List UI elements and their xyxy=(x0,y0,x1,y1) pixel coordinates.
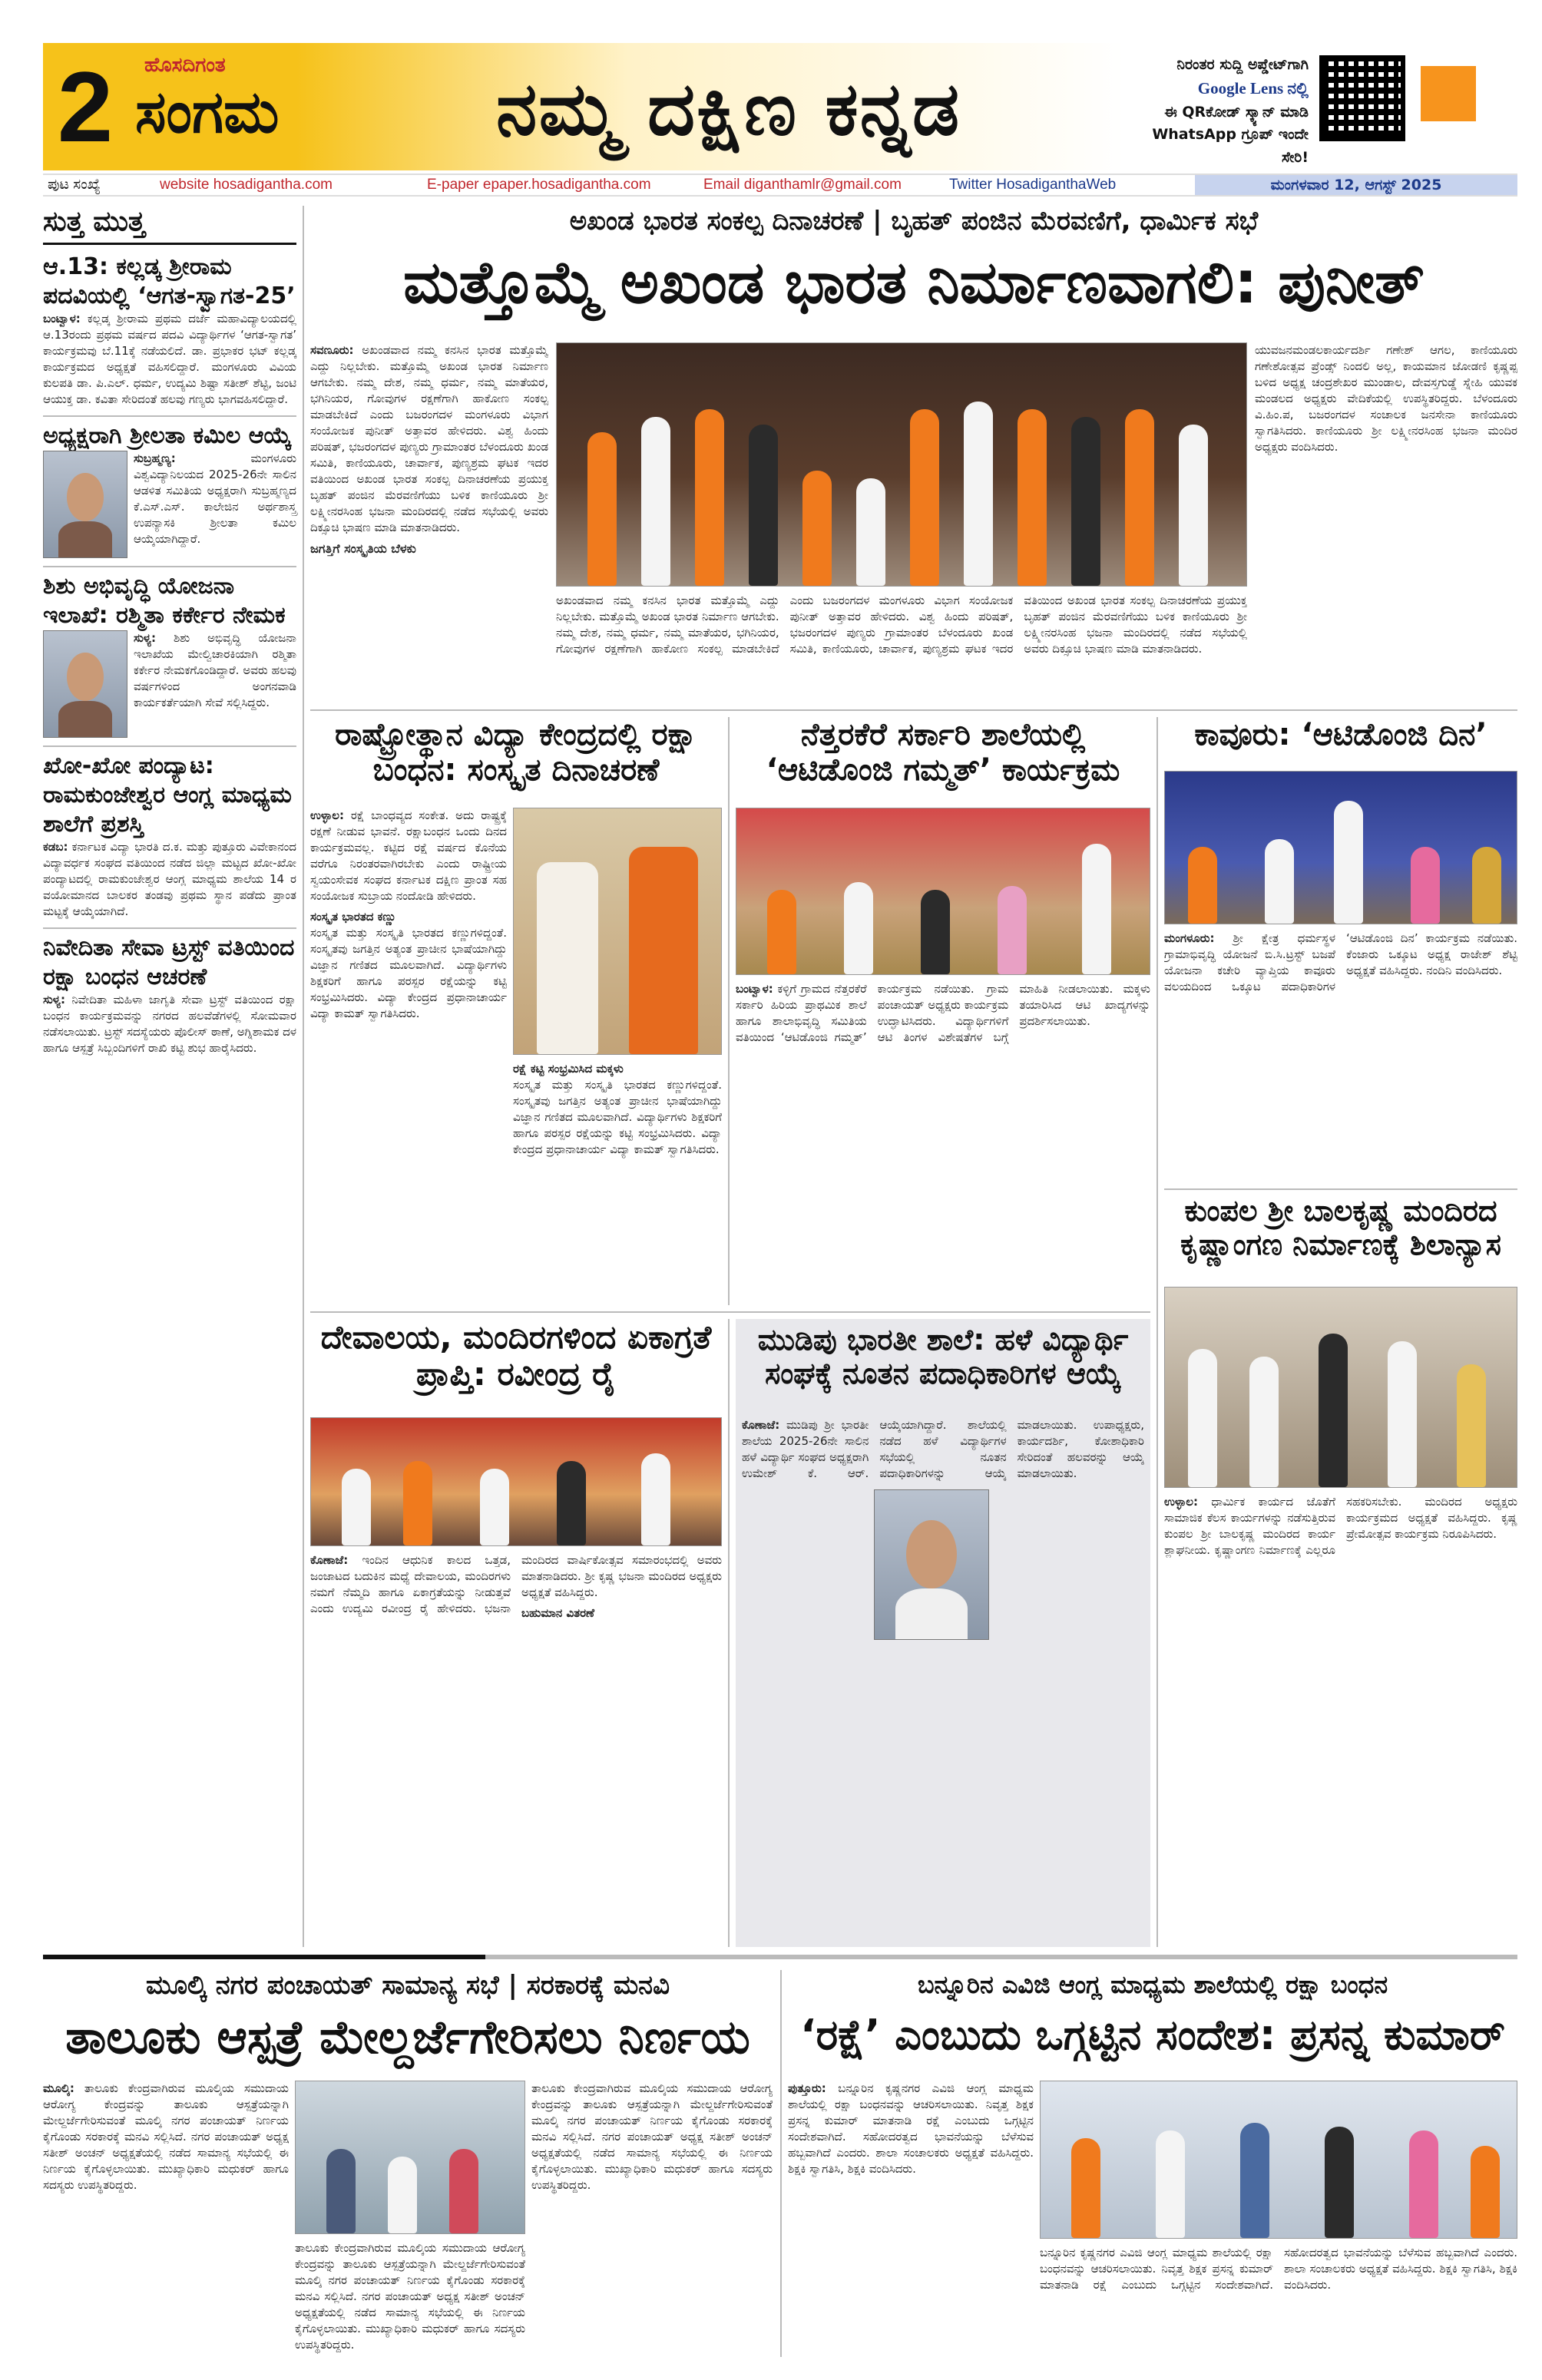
dateline: ಕೊಣಾಜೆ: xyxy=(310,1553,349,1567)
dateline: ಸವಣೂರು: xyxy=(310,343,354,357)
story-body: ಬನ್ನೂರಿನ ಕೃಷ್ಣನಗರ ಎವಿಜಿ ಆಂಗ್ಲ ಮಾಧ್ಯಮ ಶಾಲೆಯಲ್ಲಿ ರಕ್ಷಾ ಬಂಧನವನ್ನು ಆಚರಿಸಲಾಯಿತು. ನಿವೃತ್ತ ಶಿಕ್ಷಕ ಪ್ರಸನ್ನ ಕುಮಾರ್ ಮಾತನಾಡಿ ರಕ್ಷೆ ಎಂಬುದು ಒಗ್ಗಟ್ಟಿನ ಸಂದೇಶವಾಗಿದೆ. ಸಹೋದರತ್ವದ ಭಾವನೆಯನ್ನು ಬೆಳೆಸುವ ಹಬ್ಬವಾಗಿದೆ ಎಂದರು. ಶಾಲಾ ಸಂಚಾಲಕರು ಅಧ್ಯಕ್ಷತೆ ವಹಿಸಿದ್ದರು. ಶಿಕ್ಷಕಿ ಸ್ವಾಗತಿಸಿ, ಶಿಕ್ಷಕಿ ವಂದಿಸಿದರು. xyxy=(788,2081,1034,2176)
story-body: ಶ್ರೀ ಕ್ಷೇತ್ರ ಧರ್ಮಸ್ಥಳ ಗ್ರಾಮಾಭಿವೃದ್ಧಿ ಯೋಜನೆ ಬಿ.ಸಿ.ಟ್ರಸ್ಟ್ ಬಜಪೆ ಯೋಜನಾ ಕಚೇರಿ ವ್ಯಾಪ್ತಿಯ ಕಾವೂರು ವಲಯದಿಂದ ಒಕ್ಕೂಟ ಪದಾಧಿಕಾರಿಗಳ ‘ಆಟಿಡೊಂಜಿ ದಿನ’ ಕಾರ್ಯಕ್ರಮ ನಡೆಯಿತು. ಕೆಂಜಾರು ಒಕ್ಕೂಟ ಅಧ್ಯಕ್ಷ ರಾಜೇಶ್ ಶೆಟ್ಟಿ ಅಧ್ಯಕ್ಷತೆ ವಹಿಸಿದ್ದರು. ನಂದಿನಿ ವಂದಿಸಿದರು. xyxy=(1164,931,1517,993)
story-body: ತಾಲೂಕು ಕೇಂದ್ರವಾಗಿರುವ ಮೂಲ್ಕಿಯ ಸಮುದಾಯ ಆರೋಗ್ಯ ಕೇಂದ್ರವನ್ನು ತಾಲೂಕು ಆಸ್ಪತ್ರೆಯನ್ನಾಗಿ ಮೇಲ್ದರ್ಜೆಗೇರಿಸುವಂತೆ ಮೂಲ್ಕಿ ನಗರ ಪಂಚಾಯತ್ ನಿರ್ಣಯ ಕೈಗೊಂಡು ಸರಕಾರಕ್ಕೆ ಮನವಿ ಸಲ್ಲಿಸಿದೆ. ನಗರ ಪಂಚಾಯತ್ ಅಧ್ಯಕ್ಷ ಸತೀಶ್ ಅಂಚನ್ ಅಧ್ಯಕ್ಷತೆಯಲ್ಲಿ ನಡೆದ ಸಾಮಾನ್ಯ ಸಭೆಯಲ್ಲಿ ಈ ನಿರ್ಣಯ ಕೈಗೊಳ್ಳಲಾಯಿತು. ಮುಖ್ಯಾಧಿಕಾರಿ ಮಧುಕರ್ ಹಾಗೂ ಸದಸ್ಯರು ಉಪಸ್ಥಿತರಿದ್ದರು. xyxy=(43,2081,289,2192)
dateline: ಬಂಟ್ವಾಳ: xyxy=(43,312,81,326)
story-9-photo xyxy=(1040,2081,1517,2239)
dateline: ಉಳ್ಳಾಲ: xyxy=(1164,1495,1198,1509)
sidebar-body: ಮಂಗಳೂರು ವಿಶ್ವವಿದ್ಯಾನಿಲಯದ 2025-26ನೇ ಸಾಲಿನ ಆಡಳಿತ ಸಮಿತಿಯ ಅಧ್ಯಕ್ಷರಾಗಿ ಸುಬ್ರಹ್ಮಣ್ಯದ ಕೆ.ಎಸ್.ಎಸ್. ಕಾಲೇಜಿನ ಅರ್ಥಶಾಸ್ತ್ರ ಉಪನ್ಯಾಸಕಿ ಶ್ರೀಲತಾ ಕಮಿಲ ಆಯ್ಕೆಯಾಗಿದ್ದಾರೆ. xyxy=(134,451,296,546)
story-2-body-b xyxy=(513,1061,722,1305)
sidebar-item xyxy=(43,572,296,738)
dateline: ಬಂಟ್ವಾಳ: xyxy=(736,982,773,996)
dateline: ಸುಬ್ರಹ್ಮಣ್ಯ: xyxy=(134,451,176,465)
page-number: 2 xyxy=(43,43,127,170)
sidebar-headline: ಖೋ-ಖೋ ಪಂದ್ಯಾಟ: ರಾಮಕುಂಜೇಶ್ವರ ಆಂಗ್ಲ ಮಾಧ್ಯಮ ಶಾಲೆಗೆ ಪ್ರಶಸ್ತಿ xyxy=(43,752,292,838)
story-4-headline-box xyxy=(1164,717,1517,763)
sidebar-item xyxy=(43,253,296,408)
brand-top: ಹೊಸದಿಗಂತ xyxy=(144,54,226,77)
dateline: ಸುಳ್ಯ: xyxy=(134,631,156,645)
lead-body-text: ಅಖಂಡವಾದ ನಮ್ಮ ಕನಸಿನ ಭಾರತ ಮತ್ತೊಮ್ಮೆ ಎದ್ದು ನಿಲ್ಲಬೇಕು. ಮತ್ತೊಮ್ಮೆ ಅಖಂಡ ಭಾರತ ನಿರ್ಮಾಣ ಆಗಬೇಕು. ನಮ್ಮ ದೇಶ, ನಮ್ಮ ಧರ್ಮ, ನಮ್ಮ ಮಾತೆಯರ, ಭಗಿನಿಯರ, ಗೋವುಗಳ ರಕ್ಷಣೆಗಾಗಿ ಹಾಕೋಣ ಸಂಕಲ್ಪ ಮಾಡಬೇಕಿದೆ ಎಂದು ಬಜರಂಗದಳ ಮಂಗಳೂರು ವಿಭಾಗ ಸಂಯೋಜಕ ಪುನೀತ್ ಅತ್ತಾವರ ಹೇಳಿದರು. ವಿಶ್ವ ಹಿಂದು ಪರಿಷತ್, ಭಜರಂಗದಳ ಪುಣ್ಯರು ಗ್ರಾಮಾಂತರ ಬೆಳಂದೂರು ಖಂಡ ಸಮಿತಿ, ಕಾಣಿಯೂರು, ಚಾರ್ವಾಕ, ಪುಣ್ಯಶ್ರಮ ಘಟಕ ಇದರ ವತಿಯಿಂದ ಅಖಂಡ ಭಾರತ ಸಂಕಲ್ಪ ದಿನಾಚರಣೆಯ ಪ್ರಯುಕ್ತ ಬೃಹತ್ ಪಂಜಿನ ಮೆರವಣಿಗೆಯು ಬಳಿಕ ಕಾಣಿಯೂರು ಶ್ರೀ ಲಕ್ಷ್ಮೀನರಸಿಂಹ ಭಜನಾ ಮಂದಿರದಲ್ಲಿ ನಡೆದ ಸಭೆಯಲ್ಲಿ ಅವರು ದಿಕ್ಸೂಚಿ ಭಾಷಣ ಮಾಡಿ ಮಾತನಾಡಿದರು. xyxy=(310,343,548,534)
sidebar-headline: ಶಿಶು ಅಭಿವೃದ್ಧಿ ಯೋಜನಾ ಇಲಾಖೆ: ರಶ್ಮಿತಾ ಕರ್ಕೇರ ನೇಮಕ xyxy=(43,573,286,629)
story-5-body xyxy=(1164,1494,1517,1947)
story-3-photo xyxy=(736,808,1150,975)
lead-headline-box xyxy=(310,249,1517,333)
dateline: ಸುಳ್ಯ: xyxy=(43,993,65,1007)
lead-headline: ಮತ್ತೊಮ್ಮೆ ಅಖಂಡ ಭಾರತ ನಿರ್ಮಾಣವಾಗಲಿ: ಪುನೀತ್ xyxy=(403,248,1425,316)
sidebar-item xyxy=(43,421,296,558)
story-2-photo xyxy=(513,808,722,1055)
story-3-body xyxy=(736,981,1150,1305)
story-8-kicker-box xyxy=(43,1970,773,2008)
story-9-kicker: ಬನ್ನೂರಿನ ಎವಿಜಿ ಆಂಗ್ಲ ಮಾಧ್ಯಮ ಶಾಲೆಯಲ್ಲಿ ರಕ್ಷಾ ಬಂಧನ xyxy=(917,1970,1388,1999)
story-9-headline: ‘ರಕ್ಷೆ’ ಎಂಬುದು ಒಗ್ಗಟ್ಟಿನ ಸಂದೇಶ: ಪ್ರಸನ್ನ ಕುಮಾರ್ xyxy=(800,2011,1505,2059)
lead-kicker xyxy=(310,206,1517,244)
brand-block xyxy=(127,43,296,170)
story-body: ರಕ್ಷೆ ಬಾಂಧವ್ಯದ ಸಂಕೇತ. ಅದು ರಾಷ್ಟ್ರಕ್ಕೆ ರಕ್ಷಣೆ ನೀಡುವ ಭಾವನೆ. ರಕ್ಷಾಬಂಧನ ಒಂದು ದಿನದ ಕಾರ್ಯಕ್ರಮವಲ್ಲ. ಕಟ್ಟಿದ ರಕ್ಷೆ ವರ್ಷದ ಕೊನೆಯ ವರೆಗೂ ನಿರಂತರವಾಗಿರಬೇಕು ಎಂದು ರಾಷ್ಟ್ರೀಯ ಸ್ವಯಂಸೇವಕ ಸಂಘದ ಕರ್ನಾಟಕ ದಕ್ಷಿಣ ಪ್ರಾಂತ ಸಹ ಸಂಯೋಜಕ ಸುಬ್ರಾಯ ನಂದೋಡಿ ಹೇಳಿದರು. xyxy=(310,808,507,903)
story-6-body xyxy=(310,1552,722,1947)
story-body: ಇಂದಿನ ಆಧುನಿಕ ಕಾಲದ ಒತ್ತಡ, ಜಂಜಾಟದ ಬದುಕಿನ ಮಧ್ಯೆ ದೇವಾಲಯ, ಮಂದಿರಗಳು ನಮಗೆ ನೆಮ್ಮದಿ ಹಾಗೂ ಏಕಾಗ್ರತೆಯನ್ನು ನೀಡುತ್ತವೆ ಎಂದು ಉದ್ಯಮಿ ರವೀಂದ್ರ ರೈ ಹೇಳಿದರು. ಭಜನಾ ಮಂದಿರದ ವಾರ್ಷಿಕೋತ್ಸವ ಸಮಾರಂಭದಲ್ಲಿ ಅವರು ಮಾತನಾಡಿದರು. ಶ್ರೀ ಕೃಷ್ಣ ಭಜನಾ ಮಂದಿರದ ಅಧ್ಯಕ್ಷರು ಅಧ್ಯಕ್ಷತೆ ವಹಿಸಿದ್ದರು. xyxy=(310,1553,722,1615)
story-5-headline: ಕುಂಪಲ ಶ್ರೀ ಬಾಲಕೃಷ್ಣ ಮಂದಿರದ ಕೃಷ್ಣಾಂಗಣ ನಿರ್ಮಾಣಕ್ಕೆ ಶಿಲಾನ್ಯಾಸ xyxy=(1180,1194,1501,1261)
promo-line-1: ನಿರಂತರ ಸುದ್ದಿ ಅಪ್ಡೇಟ್‌ಗಾಗಿ xyxy=(1176,56,1309,73)
story-9-body-b xyxy=(1040,2245,1517,2357)
edition-title: ನಮ್ಮ ದಕ್ಷಿಣ ಕನ್ನಡ xyxy=(496,66,961,152)
lead-body-right xyxy=(1255,342,1517,703)
email-link[interactable]: Email diganthamlr@gmail.com xyxy=(703,177,902,193)
sidebar-body: ಶಿಶು ಅಭಿವೃದ್ಧಿ ಯೋಜನಾ ಇಲಾಖೆಯ ಮೇಲ್ವಿಚಾರಕಿಯಾಗಿ ರಶ್ಮಿತಾ ಕರ್ಕೇರ ನೇಮಕಗೊಂಡಿದ್ದಾರೆ. ಅವರು ಹಲವು ವರ್ಷಗಳಿಂದ ಅಂಗನವಾಡಿ ಕಾರ್ಯಕರ್ತೆಯಾಗಿ ಸೇವೆ ಸಲ್ಲಿಸಿದ್ದರು. xyxy=(134,631,296,709)
qr-code-icon[interactable] xyxy=(1319,55,1405,141)
section-separator xyxy=(43,1955,1517,1959)
story-8-body-b xyxy=(295,2240,525,2357)
story-8-kicker: ಮೂಲ್ಕಿ ನಗರ ಪಂಚಾಯತ್ ಸಾಮಾನ್ಯ ಸಭೆ | ಸರಕಾರಕ್ಕೆ ಮನವಿ xyxy=(145,1970,670,2001)
story-8-headline-box xyxy=(43,2011,773,2073)
story-7-body xyxy=(742,1417,1144,1944)
sidebar-body: ನಿವೇದಿತಾ ಮಹಿಳಾ ಜಾಗೃತಿ ಸೇವಾ ಟ್ರಸ್ಟ್ ವತಿಯಿಂದ ರಕ್ಷಾ ಬಂಧನ ಕಾರ್ಯಕ್ರಮವನ್ನು ನಗರದ ಹಲವೆಡೆಗಳಲ್ಲಿ ಸೋಮವಾರ ನಡೆಸಲಾಯಿತು. ಟ್ರಸ್ಟ್ ಸದಸ್ಯೆಯರು ಪೊಲೀಸ್ ಠಾಣೆ, ಅಗ್ನಿಶಾಮಕ ದಳ ಹಾಗೂ ಆಸ್ಪತ್ರೆ ಸಿಬ್ಬಂದಿಗಳಿಗೆ ರಾಖಿ ಕಟ್ಟಿ ಶುಭ ಹಾರೈಸಿದರು. xyxy=(43,993,296,1055)
epaper-link[interactable]: E-paper epaper.hosadigantha.com xyxy=(427,177,651,193)
sidebar-headline: ನಿವೇದಿತಾ ಸೇವಾ ಟ್ರಸ್ಟ್ ವತಿಯಿಂದ ರಕ್ಷಾ ಬಂಧನ ಆಚರಣೆ xyxy=(43,934,295,990)
dateline: ಕಡಬ: xyxy=(43,840,68,854)
story-body: ಬನ್ನೂರಿನ ಕೃಷ್ಣನಗರ ಎವಿಜಿ ಆಂಗ್ಲ ಮಾಧ್ಯಮ ಶಾಲೆಯಲ್ಲಿ ರಕ್ಷಾ ಬಂಧನವನ್ನು ಆಚರಿಸಲಾಯಿತು. ನಿವೃತ್ತ ಶಿಕ್ಷಕ ಪ್ರಸನ್ನ ಕುಮಾರ್ ಮಾತನಾಡಿ ರಕ್ಷೆ ಎಂಬುದು ಒಗ್ಗಟ್ಟಿನ ಸಂದೇಶವಾಗಿದೆ. ಸಹೋದರತ್ವದ ಭಾವನೆಯನ್ನು ಬೆಳೆಸುವ ಹಬ್ಬವಾಗಿದೆ ಎಂದರು. ಶಾಲಾ ಸಂಚಾಲಕರು ಅಧ್ಯಕ್ಷತೆ ವಹಿಸಿದ್ದರು. ಶಿಕ್ಷಕಿ ಸ್ವಾಗತಿಸಿ, ಶಿಕ್ಷಕಿ ವಂದಿಸಿದರು. xyxy=(1040,2246,1517,2292)
lead-body-text: ಅಖಂಡವಾದ ನಮ್ಮ ಕನಸಿನ ಭಾರತ ಮತ್ತೊಮ್ಮೆ ಎದ್ದು ನಿಲ್ಲಬೇಕು. ಮತ್ತೊಮ್ಮೆ ಅಖಂಡ ಭಾರತ ನಿರ್ಮಾಣ ಆಗಬೇಕು. ನಮ್ಮ ದೇಶ, ನಮ್ಮ ಧರ್ಮ, ನಮ್ಮ ಮಾತೆಯರ, ಭಗಿನಿಯರ, ಗೋವುಗಳ ರಕ್ಷಣೆಗಾಗಿ ಹಾಕೋಣ ಸಂಕಲ್ಪ ಮಾಡಬೇಕಿದೆ ಎಂದು ಬಜರಂಗದಳ ಮಂಗಳೂರು ವಿಭಾಗ ಸಂಯೋಜಕ ಪುನೀತ್ ಅತ್ತಾವರ ಹೇಳಿದರು. ವಿಶ್ವ ಹಿಂದು ಪರಿಷತ್, ಭಜರಂಗದಳ ಪುಣ್ಯರು ಗ್ರಾಮಾಂತರ ಬೆಳಂದೂರು ಖಂಡ ಸಮಿತಿ, ಕಾಣಿಯೂರು, ಚಾರ್ವಾಕ, ಪುಣ್ಯಶ್ರಮ ಘಟಕ ಇದರ ವತಿಯಿಂದ ಅಖಂಡ ಭಾರತ ಸಂಕಲ್ಪ ದಿನಾಚರಣೆಯ ಪ್ರಯುಕ್ತ ಬೃಹತ್ ಪಂಜಿನ ಮೆರವಣಿಗೆಯು ಬಳಿಕ ಕಾಣಿಯೂರು ಶ್ರೀ ಲಕ್ಷ್ಮೀನರಸಿಂಹ ಭಜನಾ ಮಂದಿರದಲ್ಲಿ ನಡೆದ ಸಭೆಯಲ್ಲಿ ಅವರು ದಿಕ್ಸೂಚಿ ಭಾಷಣ ಮಾಡಿ ಮಾತನಾಡಿದರು. xyxy=(556,593,1247,656)
story-9-body xyxy=(788,2081,1034,2357)
story-body: ಕಳ್ಳಿಗೆ ಗ್ರಾಮದ ನೆತ್ತರಕೆರೆ ಸರ್ಕಾರಿ ಹಿರಿಯ ಪ್ರಾಥಮಿಕ ಶಾಲೆ ಹಾಗೂ ಶಾಲಾಭಿವೃದ್ಧಿ ಸಮಿತಿಯ ವತಿಯಿಂದ ‘ಆಟಿಡೊಂಜಿ ಗಮ್ಮತ್’ ಕಾರ್ಯಕ್ರಮ ನಡೆಯಿತು. ಗ್ರಾಮ ಪಂಚಾಯತ್ ಅಧ್ಯಕ್ಷರು ಕಾರ್ಯಕ್ರಮ ಉದ್ಘಾಟಿಸಿದರು. ವಿದ್ಯಾರ್ಥಿಗಳಿಗೆ ಆಟಿ ತಿಂಗಳ ವಿಶೇಷತೆಗಳ ಬಗ್ಗೆ ಮಾಹಿತಿ ನೀಡಲಾಯಿತು. ಮಕ್ಕಳು ತಯಾರಿಸಿದ ಆಟಿ ಖಾದ್ಯಗಳನ್ನು ಪ್ರದರ್ಶಿಸಲಾಯಿತು. xyxy=(736,982,1150,1044)
website-link[interactable]: website hosadigantha.com xyxy=(160,177,333,193)
story-8-body-c xyxy=(531,2081,773,2357)
issue-date: ಮಂಗಳವಾರ 12, ಆಗಸ್ಟ್ 2025 xyxy=(1195,175,1517,195)
story-body: ಧಾರ್ಮಿಕ ಕಾರ್ಯದ ಜೊತೆಗೆ ಸಾಮಾಜಿಕ ಕೆಲಸ ಕಾರ್ಯಗಳನ್ನು ನಡೆಸುತ್ತಿರುವ ಕುಂಪಲ ಶ್ರೀ ಬಾಲಕೃಷ್ಣ ಮಂದಿರದ ಕಾರ್ಯ ಶ್ಲಾಘನೀಯ. ಕೃಷ್ಣಾಂಗಣ ನಿರ್ಮಾಣಕ್ಕೆ ಎಲ್ಲರೂ ಸಹಕರಿಸಬೇಕು. ಮಂದಿರದ ಅಧ್ಯಕ್ಷರು ಕಾರ್ಯಕ್ರಮದ ಅಧ್ಯಕ್ಷತೆ ವಹಿಸಿದ್ದರು. ಕೃಷ್ಣ ಪ್ರೇಮೋತ್ಸವ ಕಾರ್ಯಕ್ರಮ ನಿರೂಪಿಸಿದರು. xyxy=(1164,1495,1517,1557)
sidebar-item xyxy=(43,752,296,920)
dateline: ಪುತ್ತೂರು: xyxy=(788,2081,826,2095)
lead-body-left xyxy=(310,342,548,703)
sidebar-item xyxy=(43,934,296,1056)
promo-line-2: Google Lens ನಲ್ಲಿ xyxy=(1197,79,1309,98)
story-7-headline: ಮುಡಿಪು ಭಾರತೀ ಶಾಲೆ: ಹಳೆ ವಿದ್ಯಾರ್ಥಿ ಸಂಘಕ್ಕೆ ನೂತನ ಪದಾಧಿಕಾರಿಗಳ ಆಯ್ಕೆ xyxy=(757,1323,1129,1390)
lead-photo xyxy=(556,342,1247,587)
qr-promo xyxy=(1124,54,1309,169)
portrait-photo xyxy=(43,630,127,738)
story-3-headline: ನೆತ್ತರಕೆರೆ ಸರ್ಕಾರಿ ಶಾಲೆಯಲ್ಲಿ ‘ಆಟಿಡೊಂಜಿ ಗಮ್ಮತ್’ ಕಾರ್ಯಕ್ರಮ xyxy=(766,717,1120,788)
sidebar-body: ಕಲ್ಲಡ್ಕ ಶ್ರೀರಾಮ ಪ್ರಥಮ ದರ್ಜೆ ಮಹಾವಿದ್ಯಾಲಯದಲ್ಲಿ ಆ.13ರಂದು ಪ್ರಥಮ ವರ್ಷದ ಪದವಿ ವಿದ್ಯಾರ್ಥಿಗಳ ‘ಆಗತ-ಸ್ವಾಗತ’ ಕಾರ್ಯಕ್ರಮವು ಬೆ.11ಕ್ಕೆ ನಡೆಯಲಿದೆ. ಡಾ. ಪ್ರಭಾಕರ ಭಟ್ ಕಲ್ಲಡ್ಕ ಕಾರ್ಯಕ್ರಮದ ಅಧ್ಯಕ್ಷತೆ ವಹಿಸಲಿದ್ದಾರೆ. ಮಂಗಳೂರು ವಿವಿಯ ಕುಲಪತಿ ಡಾ. ಪಿ.ಎಲ್. ಧರ್ಮ, ಉದ್ಯಮಿ ಶಿಷ್ಟಾ ಸತೀಶ್ ಶೆಟ್ಟಿ, ಜಂಟಿ ಆಯುಕ್ತ ಡಾ. ಕವಿತಾ ಸೇರಿದಂತೆ ಹಲವು ಗಣ್ಯರು ಭಾಗವಹಿಸಲಿದ್ದಾರೆ. xyxy=(43,312,296,406)
story-6-headline-box xyxy=(310,1319,722,1411)
sidebar-section-title: ಸುತ್ತ ಮುತ್ತ xyxy=(43,206,296,245)
lead-body-text: ಯುವಜನಮಂಡಲಕಾರ್ಯದರ್ಶಿ ಗಣೇಶ್ ಆಗಲ, ಕಾಣಿಯೂರು ಗಣೇಶೋತ್ಸವ ಪ್ರೆಂಡ್ಸ್ ನಿಂದಲಿ ಅಲ್ಲ, ಕಾಯಮಾನ ಜೋಡಣಿ ಕೃಷ್ಣಪ್ಪ ಬಳಿದ ಅಧ್ಯಕ್ಷ ಚಂದ್ರಶೇಖರ ಮುಂಡಾಲ, ದೇವಸ್ತಗುಡ್ಡೆ ಸ್ನೇಹಿ ಯುವಕ ಮಂಡಲದ ಅಧ್ಯಕ್ಷರು ವೇದಿಕೆಯಲ್ಲಿ ಉಪಸ್ಥಿತರಿದ್ದರು. ಬೆಳಂದೂರು ವಿ.ಹಿಂ.ಪ, ಬಜರಂಗದಳ ಸಂಚಾಲಕ ಜನಸೇನಾ ಕಾಣಿಯೂರು ಸ್ವಾಗತಿಸಿದರು. ಕಾಣಿಯೂರು ಶ್ರೀ ಲಕ್ಷ್ಮೀನರಸಿಂಹ ಭಜನಾ ಮಂದಿರ ಅಧ್ಯಕ್ಷರು ವಂದಿಸಿದರು. xyxy=(1255,343,1517,454)
sidebar-headline: ಆ.13: ಕಲ್ಲಡ್ಕ ಶ್ರೀರಾಮ ಪದವಿಯಲ್ಲಿ ‘ಆಗತ-ಸ್ವಾಗತ-25’ xyxy=(43,253,296,309)
story-4-body xyxy=(1164,931,1517,1184)
story-6-headline: ದೇವಾಲಯ, ಮಂದಿರಗಳಿಂದ ಏಕಾಗ್ರತೆ ಪ್ರಾಪ್ತಿ: ರವೀಂದ್ರ ರೈ xyxy=(320,1318,712,1393)
story-body: ಸಂಸ್ಕೃತ ಮತ್ತು ಸಂಸ್ಕೃತಿ ಭಾರತದ ಕಣ್ಣುಗಳಿದ್ದಂತೆ. ಸಂಸ್ಕೃತವು ಜಗತ್ತಿನ ಅತ್ಯಂತ ಪ್ರಾಚೀನ ಭಾಷೆಯಾಗಿದ್ದು ವಿಜ್ಞಾನ ಗಣಿತದ ಮೂಲವಾಗಿದೆ. ವಿದ್ಯಾರ್ಥಿಗಳು ಶಿಕ್ಷಕರಿಗೆ ಹಾಗೂ ಪರಸ್ಪರ ರಕ್ಷೆಯನ್ನು ಕಟ್ಟಿ ಸಂಭ್ರಮಿಸಿದರು. ವಿದ್ಯಾ ಕೇಂದ್ರದ ಪ್ರಧಾನಾಚಾರ್ಯ ವಿದ್ಯಾ ಕಾಮತ್ ಸ್ವಾಗತಿಸಿದರು. xyxy=(310,926,507,1020)
dateline: ಉಳ್ಳಾಲ: xyxy=(310,808,344,822)
story-body: ಮುಡಿಪು ಶ್ರೀ ಭಾರತೀ ಶಾಲೆಯ 2025-26ನೇ ಸಾಲಿನ ಹಳೆ ವಿದ್ಯಾರ್ಥಿ ಸಂಘದ ಅಧ್ಯಕ್ಷರಾಗಿ ಉಮೇಶ್ ಕೆ. ಆರ್. ಆಯ್ಕೆಯಾಗಿದ್ದಾರೆ. ಶಾಲೆಯಲ್ಲಿ ನಡೆದ ಹಳೆ ವಿದ್ಯಾರ್ಥಿಗಳ ಸಭೆಯಲ್ಲಿ ನೂತನ ಪದಾಧಿಕಾರಿಗಳನ್ನು ಆಯ್ಕೆ ಮಾಡಲಾಯಿತು. ಉಪಾಧ್ಯಕ್ಷರು, ಕಾರ್ಯದರ್ಶಿ, ಕೋಶಾಧಿಕಾರಿ ಸೇರಿದಂತೆ ಹಲವರನ್ನು ಆಯ್ಕೆ ಮಾಡಲಾಯಿತು. xyxy=(742,1418,1144,1480)
story-2-headline-box xyxy=(310,717,722,802)
story-9-kicker-box xyxy=(788,1970,1517,2008)
promo-line-4: WhatsApp ಗ್ರೂಪ್ ಇಂದೇ ಸೇರಿ! xyxy=(1152,126,1309,166)
story-subhead: ಸಂಸ್ಕೃತ ಭಾರತದ ಕಣ್ಣು xyxy=(310,910,396,924)
lead-body-bottom xyxy=(556,593,1247,703)
story-subhead: ಬಹುಮಾನ ವಿತರಣೆ xyxy=(521,1606,594,1620)
story-body: ತಾಲೂಕು ಕೇಂದ್ರವಾಗಿರುವ ಮೂಲ್ಕಿಯ ಸಮುದಾಯ ಆರೋಗ್ಯ ಕೇಂದ್ರವನ್ನು ತಾಲೂಕು ಆಸ್ಪತ್ರೆಯನ್ನಾಗಿ ಮೇಲ್ದರ್ಜೆಗೇರಿಸುವಂತೆ ಮೂಲ್ಕಿ ನಗರ ಪಂಚಾಯತ್ ನಿರ್ಣಯ ಕೈಗೊಂಡು ಸರಕಾರಕ್ಕೆ ಮನವಿ ಸಲ್ಲಿಸಿದೆ. ನಗರ ಪಂಚಾಯತ್ ಅಧ್ಯಕ್ಷ ಸತೀಶ್ ಅಂಚನ್ ಅಧ್ಯಕ್ಷತೆಯಲ್ಲಿ ನಡೆದ ಸಾಮಾನ್ಯ ಸಭೆಯಲ್ಲಿ ಈ ನಿರ್ಣಯ ಕೈಗೊಳ್ಳಲಾಯಿತು. ಮುಖ್ಯಾಧಿಕಾರಿ ಮಧುಕರ್ ಹಾಗೂ ಸದಸ್ಯರು ಉಪಸ್ಥಿತರಿದ್ದರು. xyxy=(531,2081,773,2192)
portrait-photo xyxy=(43,451,127,558)
sidebar-headline: ಅಧ್ಯಕ್ಷರಾಗಿ ಶ್ರೀಲತಾ ಕಮಿಲ ಆಯ್ಕೆ xyxy=(43,422,292,449)
dateline: ಮಂಗಳೂರು: xyxy=(1164,931,1215,945)
story-7-headline-box xyxy=(742,1324,1144,1408)
edition-band xyxy=(296,43,1124,170)
page-label: ಪುಟ ಸಂಖ್ಯೆ xyxy=(48,177,101,193)
story-8-photo xyxy=(295,2081,525,2234)
story-8-body xyxy=(43,2081,289,2357)
story-subhead: ರಕ್ಷೆ ಕಟ್ಟಿ ಸಂಭ್ರಮಿಸಿದ ಮಕ್ಕಳು xyxy=(513,1062,624,1076)
twitter-link[interactable]: Twitter HosadiganthaWeb xyxy=(949,177,1117,193)
story-8-headline: ತಾಲೂಕು ಆಸ್ಪತ್ರೆ ಮೇಲ್ದರ್ಜೆಗೇರಿಸಲು ನಿರ್ಣಯ xyxy=(65,2011,750,2064)
info-strip xyxy=(43,174,1517,197)
promo-line-3: ಈ QRಕೋಡ್ ಸ್ಕ್ಯಾನ್ ಮಾಡಿ xyxy=(1164,103,1309,121)
sidebar xyxy=(43,206,296,1947)
orange-square-icon xyxy=(1421,66,1476,121)
story-2-headline: ರಾಷ್ಟ್ರೋತ್ಥಾನ ವಿದ್ಯಾ ಕೇಂದ್ರದಲ್ಲಿ ರಕ್ಷಾ ಬಂಧನ: ಸಂಸ್ಕೃತ ದಿನಾಚರಣೆ xyxy=(335,717,697,788)
story-body: ತಾಲೂಕು ಕೇಂದ್ರವಾಗಿರುವ ಮೂಲ್ಕಿಯ ಸಮುದಾಯ ಆರೋಗ್ಯ ಕೇಂದ್ರವನ್ನು ತಾಲೂಕು ಆಸ್ಪತ್ರೆಯನ್ನಾಗಿ ಮೇಲ್ದರ್ಜೆಗೇರಿಸುವಂತೆ ಮೂಲ್ಕಿ ನಗರ ಪಂಚಾಯತ್ ನಿರ್ಣಯ ಕೈಗೊಂಡು ಸರಕಾರಕ್ಕೆ ಮನವಿ ಸಲ್ಲಿಸಿದೆ. ನಗರ ಪಂಚಾಯತ್ ಅಧ್ಯಕ್ಷ ಸತೀಶ್ ಅಂಚನ್ ಅಧ್ಯಕ್ಷತೆಯಲ್ಲಿ ನಡೆದ ಸಾಮಾನ್ಯ ಸಭೆಯಲ್ಲಿ ಈ ನಿರ್ಣಯ ಕೈಗೊಳ್ಳಲಾಯಿತು. ಮುಖ್ಯಾಧಿಕಾರಿ ಮಧುಕರ್ ಹಾಗೂ ಸದಸ್ಯರು ಉಪಸ್ಥಿತರಿದ್ದರು. xyxy=(295,2241,525,2352)
story-3-headline-box xyxy=(736,717,1150,802)
lead-subhead: ಜಗತ್ತಿಗೆ ಸಂಸ್ಕೃತಿಯ ಬೆಳಕು xyxy=(310,541,416,556)
brand-main: ಸಂಗಮ xyxy=(135,78,280,146)
dateline: ಮೂಲ್ಕಿ: xyxy=(43,2081,74,2095)
story-5-headline-box xyxy=(1164,1195,1517,1279)
lead-kicker-text: ಅಖಂಡ ಭಾರತ ಸಂಕಲ್ಪ ದಿನಾಚರಣೆ | ಬೃಹತ್ ಪಂಜಿನ ಮೆರವಣಿಗೆ, ಧಾರ್ಮಿಕ ಸಭೆ xyxy=(569,206,1259,236)
story-2-body xyxy=(310,808,507,1305)
sidebar-body: ಕರ್ನಾಟಕ ವಿದ್ಯಾ ಭಾರತಿ ದ.ಕ. ಮತ್ತು ಪುತ್ತೂರು ವಿವೇಕಾನಂದ ವಿದ್ಯಾವರ್ಧಕ ಸಂಘದ ವತಿಯಿಂದ ನಡೆದ ಜಿಲ್ಲಾ ಮಟ್ಟದ ಖೋ-ಖೋ ಪಂದ್ಯಾಟದಲ್ಲಿ ರಾಮಕುಂಜೇಶ್ವರ ಆಂಗ್ಲ ಮಾಧ್ಯಮ ಶಾಲೆಯ 14 ರ ವಯೋಮಾನದ ಬಾಲಕರ ತಂಡವು ಪ್ರಥಮ ಸ್ಥಾನ ಪಡೆದು ಪ್ರಾಂತ ಮಟ್ಟಕ್ಕೆ ಆಯ್ಕೆಯಾಗಿದೆ. xyxy=(43,840,296,918)
story-4-headline: ಕಾವೂರು: ‘ಆಟಿಡೊಂಜಿ ದಿನ’ xyxy=(1194,717,1487,752)
story-body: ಸಂಸ್ಕೃತ ಮತ್ತು ಸಂಸ್ಕೃತಿ ಭಾರತದ ಕಣ್ಣುಗಳಿದ್ದಂತೆ. ಸಂಸ್ಕೃತವು ಜಗತ್ತಿನ ಅತ್ಯಂತ ಪ್ರಾಚೀನ ಭಾಷೆಯಾಗಿದ್ದು ವಿಜ್ಞಾನ ಗಣಿತದ ಮೂಲವಾಗಿದೆ. ವಿದ್ಯಾರ್ಥಿಗಳು ಶಿಕ್ಷಕರಿಗೆ ಹಾಗೂ ಪರಸ್ಪರ ರಕ್ಷೆಯನ್ನು ಕಟ್ಟಿ ಸಂಭ್ರಮಿಸಿದರು. ವಿದ್ಯಾ ಕೇಂದ್ರದ ಪ್ರಧಾನಾಚಾರ್ಯ ವಿದ್ಯಾ ಕಾಮತ್ ಸ್ವಾಗತಿಸಿದರು. xyxy=(513,1078,722,1156)
story-6-photo xyxy=(310,1417,722,1546)
dateline: ಕೊಣಾಜೆ: xyxy=(742,1418,780,1432)
story-4-photo xyxy=(1164,771,1517,924)
story-5-photo xyxy=(1164,1287,1517,1488)
story-9-headline-box xyxy=(788,2011,1517,2073)
